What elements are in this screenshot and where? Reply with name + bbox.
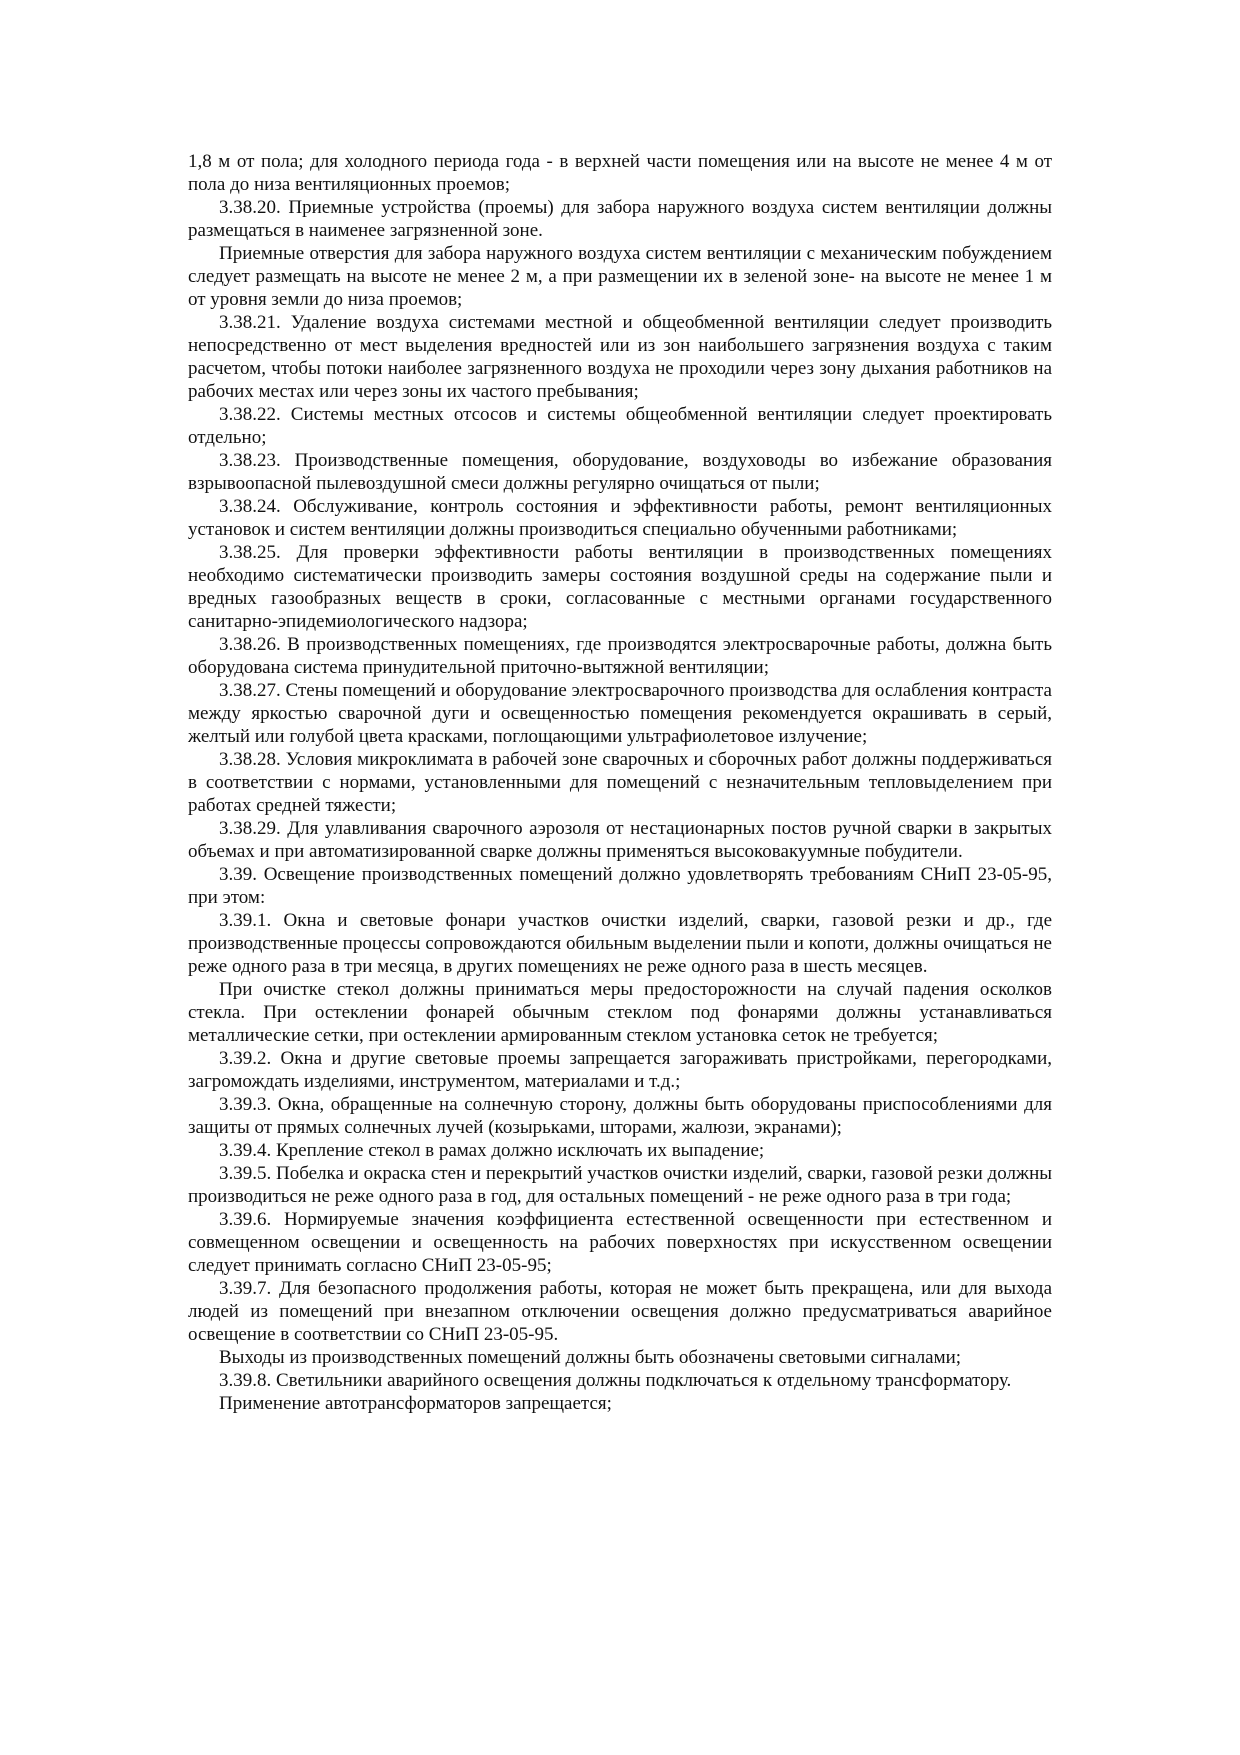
paragraph: 3.38.24. Обслуживание, контроль состояния и эффективности работы, ремонт вентиляционных установок и систем вентиляции должны производиться специально обученными работниками; (188, 496, 1052, 540)
paragraph: Применение автотрансформаторов запрещается; (219, 1393, 612, 1414)
paragraph: 3.39.4. Крепление стекол в рамах должно исключать их выпадение; (219, 1140, 765, 1161)
paragraph: 3.39. Освещение производственных помещений должно удовлетворять требованиям СНиП 23-05-95, при этом: (188, 864, 1052, 908)
paragraph: 3.39.5. Побелка и окраска стен и перекрытий участков очистки изделий, сварки, газовой резки должны производиться не реже одного раза в год, для остальных помещений - не реже одного раза в три года; (188, 1163, 1052, 1207)
paragraph: 3.38.25. Для проверки эффективности работы вентиляции в производственных помещениях необходимо систематически производить замеры состояния воздушной среды на содержание пыли и вредных газообразных веществ в сроки, согласованные с местными органами государственного санитарно-эпидемиологического надзора; (188, 542, 1052, 632)
paragraph: При очистке стекол должны приниматься меры предосторожности на случай падения осколков стекла. При остеклении фонарей обычным стеклом под фонарями должны устанавливаться металлические сетки, при остеклении армированным стеклом установка сеток не требуется; (188, 979, 1052, 1046)
paragraph: Выходы из производственных помещений должны быть обозначены световыми сигналами; (219, 1347, 962, 1368)
paragraph: 3.39.7. Для безопасного продолжения работы, которая не может быть прекращена, или для выхода людей из помещений при внезапном отключении освещения должно предусматриваться аварийное освещение в соответствии со СНиП 23-05-95. (188, 1278, 1052, 1345)
paragraph: 3.39.1. Окна и световые фонари участков очистки изделий, сварки, газовой резки и др., где производственные процессы сопровождаются обильным выделении пыли и копоти, должны очищаться не реже одного раза в три месяца, в других помещениях не реже одного раза в шесть месяцев. (188, 910, 1052, 977)
paragraph: Приемные отверстия для забора наружного воздуха систем вентиляции с механическим побуждением следует размещать на высоте не менее 2 м, а при размещении их в зеленой зоне- на высоте не менее 1 м от уровня земли до низа проемов; (188, 243, 1052, 310)
paragraph: 3.38.21. Удаление воздуха системами местной и общеобменной вентиляции следует производить непосредственно от мест выделения вредностей или из зон наибольшего загрязнения воздуха с таким расчетом, чтобы потоки наиболее загрязненного воздуха не проходили через зону дыхания работников на рабочих местах или через зоны их частого пребывания; (188, 312, 1052, 402)
paragraph: 3.38.29. Для улавливания сварочного аэрозоля от нестационарных постов ручной сварки в закрытых объемах и при автоматизированной сварке должны применяться высоковакуумные побудители. (188, 818, 1052, 862)
paragraph: 3.39.2. Окна и другие световые проемы запрещается загораживать пристройками, перегородками, загромождать изделиями, инструментом, материалами и т.д.; (188, 1048, 1052, 1092)
paragraph: 3.38.28. Условия микроклимата в рабочей зоне сварочных и сборочных работ должны поддерживаться в соответствии с нормами, установленными для помещений с незначительным тепловыделением при работах средней тяжести; (188, 749, 1052, 816)
paragraph: 3.38.26. В производственных помещениях, где производятся электросварочные работы, должна быть оборудована система принудительной приточно-вытяжной вентиляции; (188, 634, 1052, 678)
paragraph: 3.38.23. Производственные помещения, оборудование, воздуховоды во избежание образования взрывоопасной пылевоздушной смеси должны регулярно очищаться от пыли; (188, 450, 1052, 494)
paragraph: 1,8 м от пола; для холодного периода года - в верхней части помещения или на высоте не менее 4 м от пола до низа вентиляционных проемов; (188, 151, 1052, 195)
paragraph: 3.38.27. Стены помещений и оборудование электросварочного производства для ослабления контраста между яркостью сварочной дуги и освещенностью помещения рекомендуется окрашивать в серый, желтый или голубой цвета красками, поглощающими ультрафиолетовое излучение; (188, 680, 1052, 747)
paragraph: 3.39.3. Окна, обращенные на солнечную сторону, должны быть оборудованы приспособлениями для защиты от прямых солнечных лучей (козырьками, шторами, жалюзи, экранами); (188, 1094, 1052, 1138)
paragraph: 3.38.22. Системы местных отсосов и системы общеобменной вентиляции следует проектировать отдельно; (188, 404, 1052, 448)
document-page (188, 150, 1052, 1415)
paragraph: 3.38.20. Приемные устройства (проемы) для забора наружного воздуха систем вентиляции должны размещаться в наименее загрязненной зоне. (188, 197, 1052, 241)
paragraph: 3.39.8. Светильники аварийного освещения должны подключаться к отдельному трансформатору. (219, 1370, 1012, 1391)
paragraph: 3.39.6. Нормируемые значения коэффициента естественной освещенности при естественном и совмещенном освещении и освещенность на рабочих поверхностях при искусственном освещении следует принимать согласно СНиП 23-05-95; (188, 1209, 1052, 1276)
